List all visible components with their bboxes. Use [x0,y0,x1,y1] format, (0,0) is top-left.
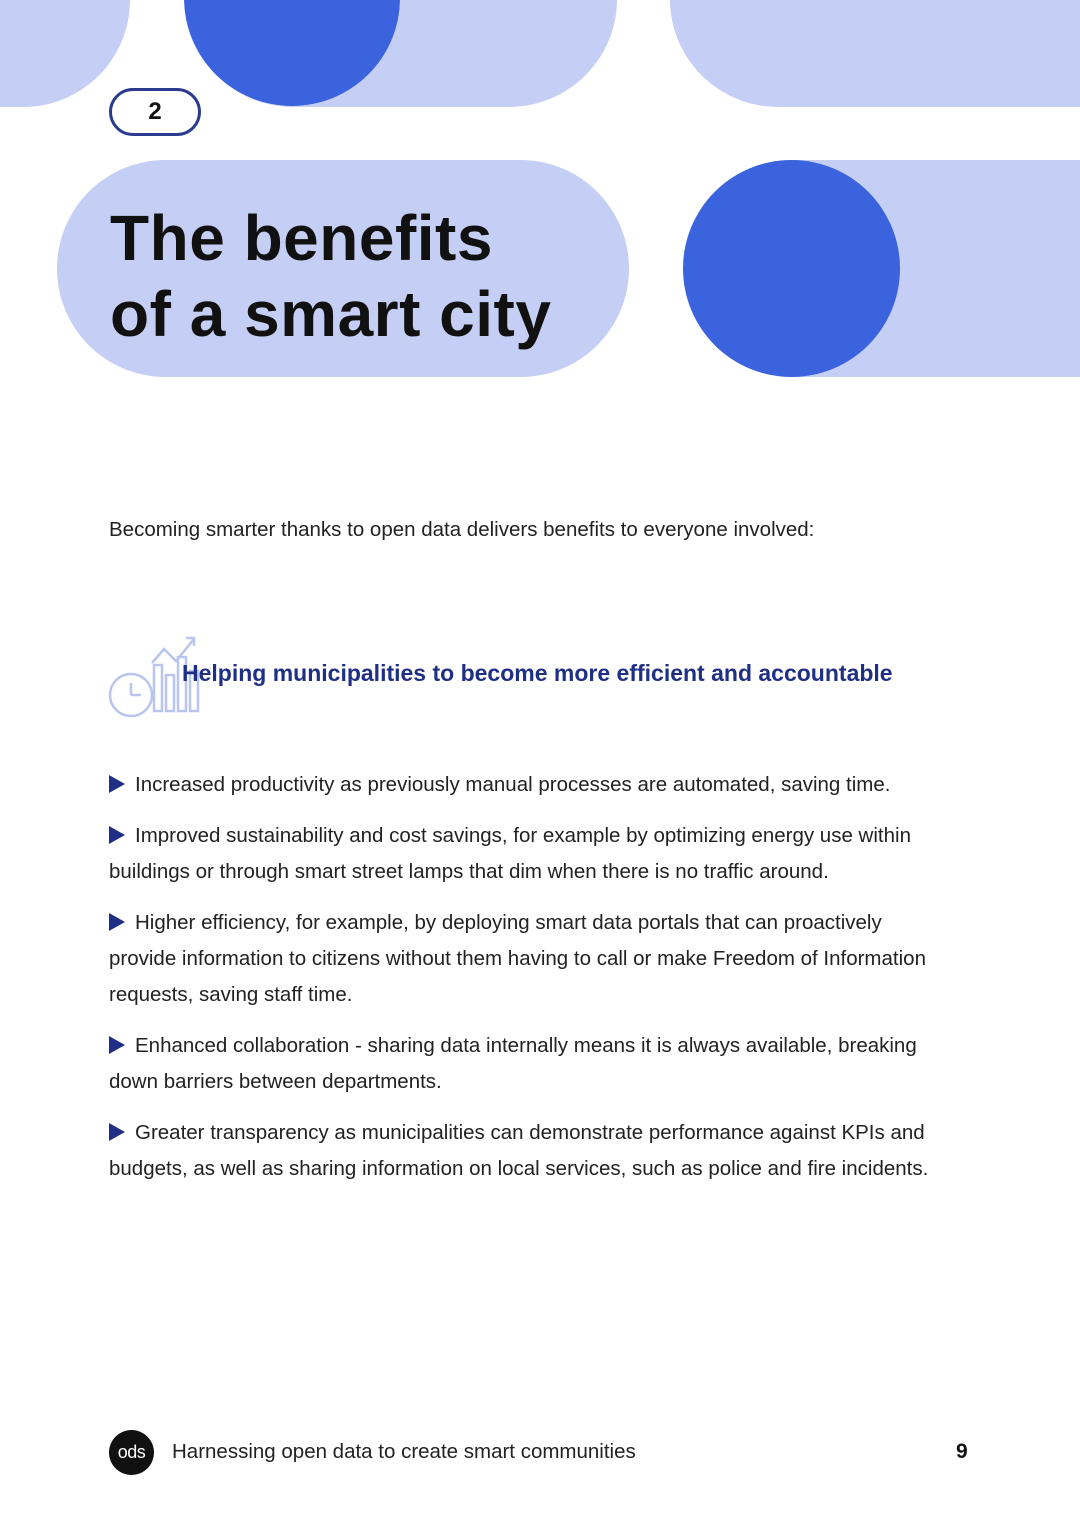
decor-circle-right [683,160,900,377]
decor-shape-top-left [0,0,130,107]
page-title-line-2: of a smart city [110,278,552,350]
benefits-list [109,767,939,1202]
intro-text: Becoming smarter thanks to open data delivers benefits to everyone involved: [109,518,815,541]
bullet-triangle-icon [109,826,125,844]
list-item [109,818,939,890]
list-item-text: Increased productivity as previously manual processes are automated, saving time. [135,773,891,796]
section-heading: Helping municipalities to become more efficient and accountable [182,660,893,686]
list-item [109,767,939,803]
chapter-number-badge: 2 [109,88,201,136]
ods-logo: ods [109,1430,154,1475]
bullet-triangle-icon [109,775,125,793]
bullet-triangle-icon [109,1123,125,1141]
list-item [109,1115,939,1187]
bullet-triangle-icon [109,913,125,931]
page-title-line-1: The benefits [110,202,493,274]
footer-text: Harnessing open data to create smart communities [172,1440,636,1463]
list-item [109,905,939,1013]
list-item-text: Improved sustainability and cost savings, for example by optimizing energy use within buildings or through smart street lamps that dim when there is no traffic around. [109,824,911,883]
decor-shape-top-right [670,0,1080,107]
list-item-text: Greater transparency as municipalities can demonstrate performance against KPIs and budgets, as well as sharing information on local services, such as police and fire incidents. [109,1121,929,1180]
page-title [110,200,551,352]
list-item-text: Higher efficiency, for example, by deploying smart data portals that can proactively provide information to citizens without them having to call or make Freedom of Information requests, saving staff time. [109,911,926,1006]
page-number: 9 [956,1440,968,1463]
list-item-text: Enhanced collaboration - sharing data internally means it is always available, breaking down barriers between departments. [109,1034,917,1093]
bullet-triangle-icon [109,1036,125,1054]
list-item [109,1028,939,1100]
